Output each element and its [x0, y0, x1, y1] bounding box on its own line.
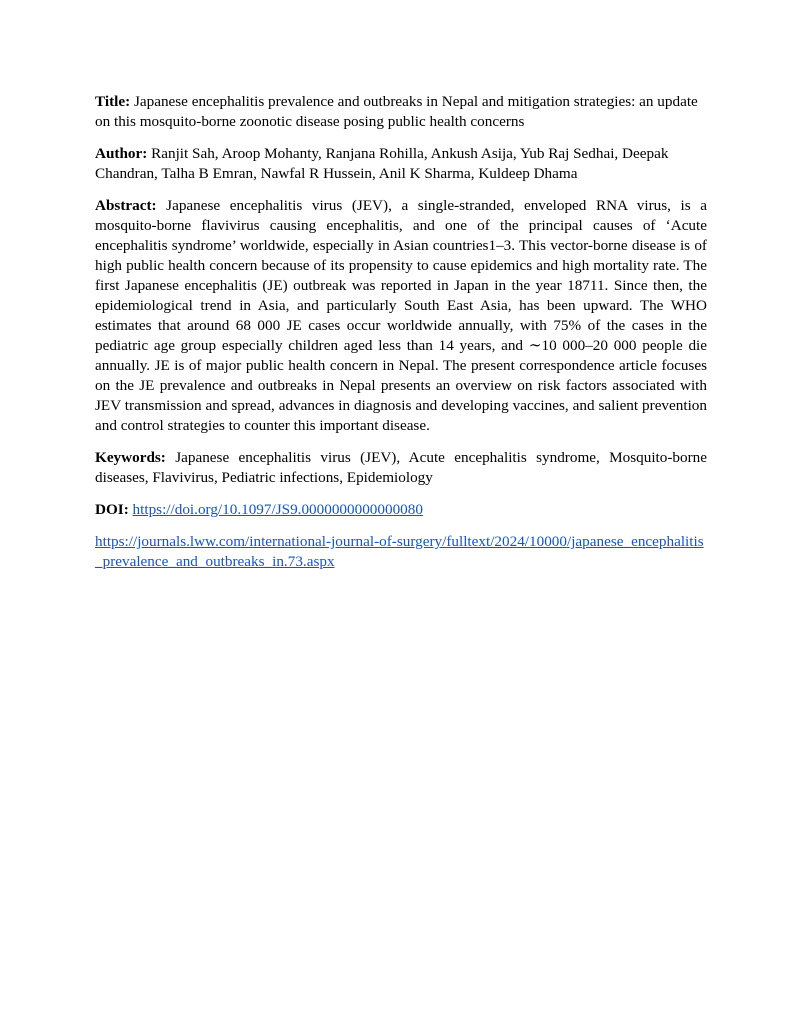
title-label: Title: — [95, 93, 131, 110]
paper-summary — [95, 92, 707, 584]
article-link-paragraph — [95, 532, 707, 572]
keywords-label: Keywords: — [95, 449, 166, 466]
article-link[interactable]: https://journals.lww.com/international-journal-of-surgery/fulltext/2024/10000/japanese_encephalitis_prevalence_and_outbreaks_in.73.aspx — [95, 533, 704, 570]
keywords-text: Japanese encephalitis virus (JEV), Acute encephalitis syndrome, Mosquito-borne diseases, Flavivirus, Pediatric infections, Epidemiology — [95, 449, 708, 486]
doi-link[interactable]: https://doi.org/10.1097/JS9.0000000000000080 — [132, 501, 423, 518]
author-paragraph — [95, 144, 707, 184]
paper-title: Japanese encephalitis prevalence and outbreaks in Nepal and mitigation strategies: an update on this mosquito-borne zoonotic disease posing public health concerns — [95, 93, 698, 130]
author-list: Ranjit Sah, Aroop Mohanty, Ranjana Rohilla, Ankush Asija, Yub Raj Sedhai, Deepak Chandran, Talha B Emran, Nawfal R Hussein, Anil K Sharma, Kuldeep Dhama — [95, 145, 669, 182]
author-label: Author: — [95, 145, 148, 162]
doi-paragraph — [95, 500, 707, 520]
keywords-paragraph — [95, 448, 707, 488]
abstract-paragraph — [95, 196, 707, 436]
doi-label: DOI: — [95, 501, 129, 518]
abstract-label: Abstract: — [95, 197, 157, 214]
title-paragraph — [95, 92, 707, 132]
abstract-text: Japanese encephalitis virus (JEV), a single-stranded, enveloped RNA virus, is a mosquito-borne flavivirus causing encephalitis, and one of the principal causes of ‘Acute encephalitis syndrome’ worldwide, especially in Asian countries1–3. This vector-borne disease is of high public health concern because of its propensity to cause epidemics and high mortality rate. The first Japanese encephalitis (JE) outbreak was reported in Japan in the year 18711. Since then, the epidemiological trend in Asia, and particularly South East Asia, has been upward. The WHO estimates that around 68 000 JE cases occur worldwide annually, with 75% of the cases in the pediatric age group especially children aged less than 14 years, and ∼10 000–20 000 people die annually. JE is of major public health concern in Nepal. The present correspondence article focuses on the JE prevalence and outbreaks in Nepal presents an overview on risk factors associated with JEV transmission and spread, advances in diagnosis and developing vaccines, and salient prevention and control strategies to counter this important disease. — [95, 197, 708, 434]
